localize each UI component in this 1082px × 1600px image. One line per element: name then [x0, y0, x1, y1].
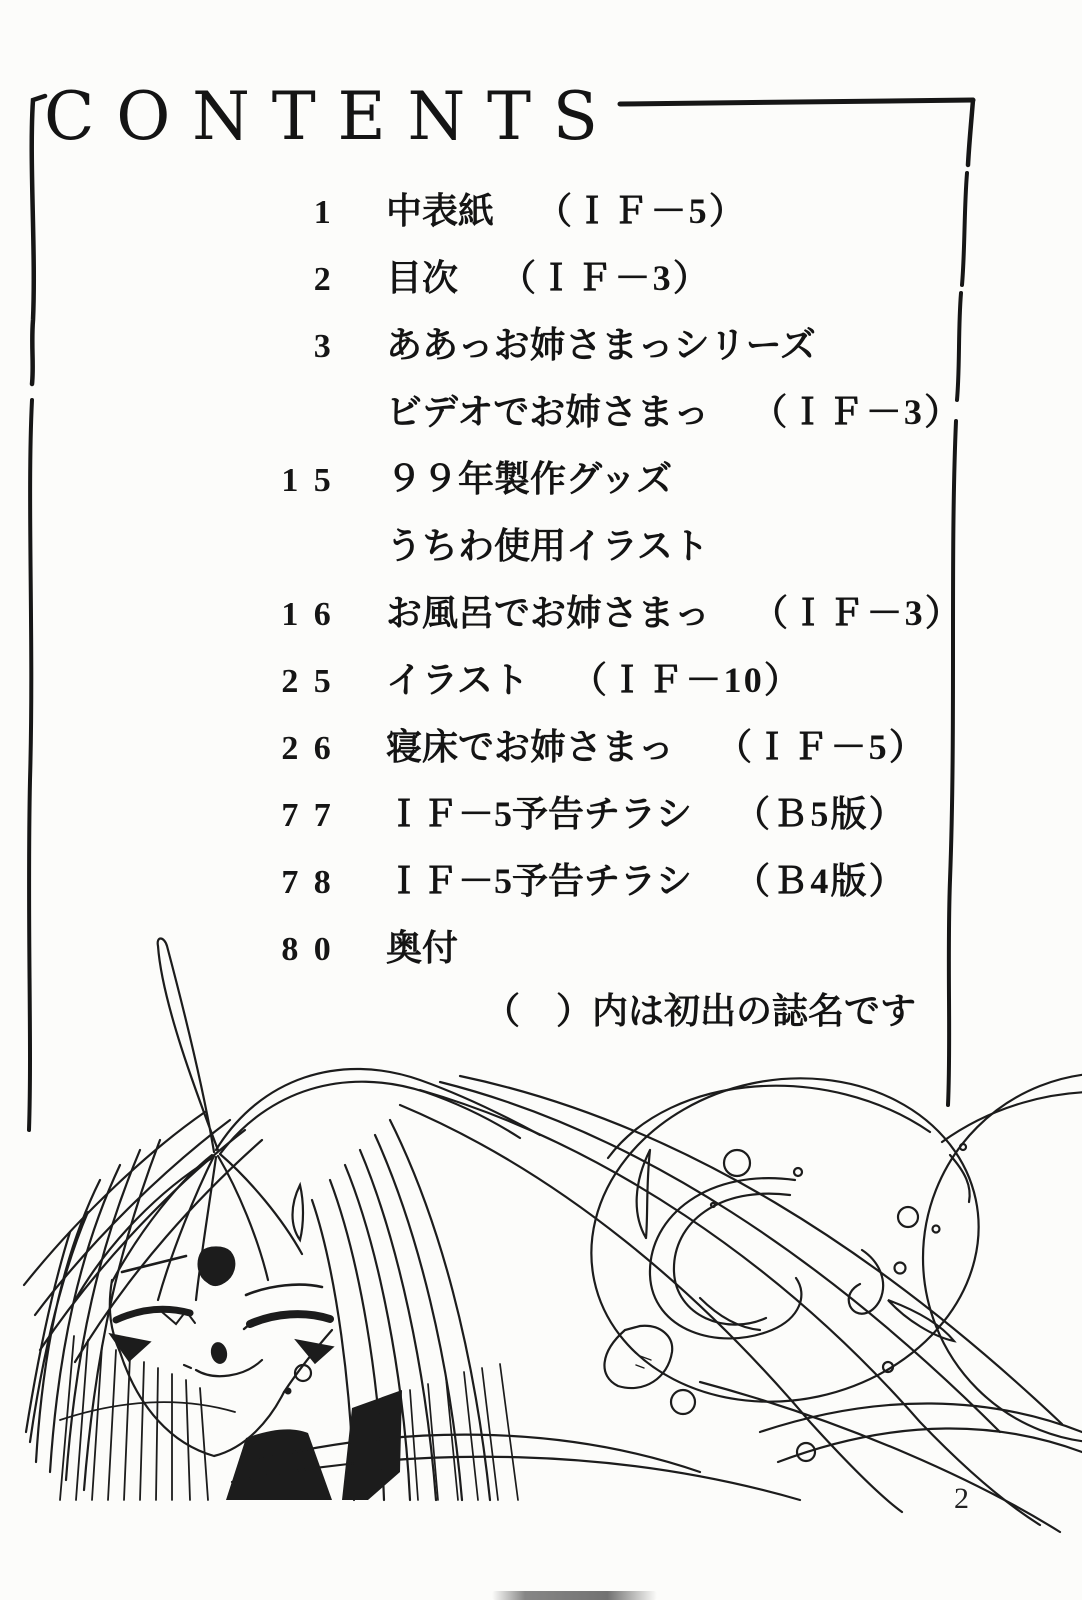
- toc-entry: [228, 513, 963, 580]
- toc-entry: [228, 379, 963, 446]
- entry-title: イラスト: [386, 660, 529, 700]
- entry-title: お風呂でお姉さまっ: [386, 593, 711, 633]
- page-title: CONTENTS: [44, 78, 620, 155]
- entry-page-number: 2: [313, 261, 346, 298]
- entry-page-number: 25: [281, 663, 346, 700]
- entry-source: （Ｂ4版）: [734, 861, 907, 901]
- entry-source: （ＩＦ－10）: [570, 660, 803, 700]
- entry-title: うちわ使用イラスト: [386, 526, 709, 566]
- entry-page-number: 78: [281, 864, 346, 901]
- toc-entry: [228, 312, 963, 379]
- toc-entry: [228, 848, 963, 915]
- toc-entry: [228, 781, 963, 848]
- page-number: 2: [954, 1482, 969, 1515]
- entry-page-number: 1: [313, 194, 346, 231]
- entry-title: 寝床でお姉さまっ: [386, 727, 675, 767]
- toc-entry: [228, 714, 963, 781]
- entry-page-number: 15: [281, 462, 346, 499]
- entry-title: ああっお姉さまっシリーズ: [386, 325, 816, 365]
- entry-page-number: 16: [281, 596, 346, 633]
- entry-title: ビデオでお姉さまっ: [386, 392, 710, 432]
- entry-title: ＩＦ－5予告チラシ: [386, 794, 693, 834]
- entry-source: （Ｂ5版）: [734, 794, 907, 834]
- entry-page-number: 80: [281, 931, 346, 968]
- entry-source: （ＩＦ－3）: [500, 258, 711, 298]
- entry-source: （ＩＦ－5）: [716, 727, 927, 767]
- entry-page-number: 26: [281, 730, 346, 767]
- toc-entry: [228, 245, 963, 312]
- footnote: （ ）内は初出の誌名です: [484, 991, 917, 1031]
- entry-title: 中表紙: [386, 191, 495, 231]
- entry-source: （ＩＦ－3）: [751, 392, 963, 432]
- toc-entry: [228, 915, 963, 982]
- toc-entry: [228, 647, 963, 714]
- entry-source: （ＩＦ－5）: [536, 191, 747, 231]
- entry-title: 奥付: [386, 928, 459, 968]
- toc-list: [228, 178, 963, 982]
- entry-page-number: 3: [313, 328, 346, 365]
- entry-title: 目次: [386, 258, 459, 298]
- toc-entry: [228, 446, 963, 513]
- entry-title: ９９年製作グッズ: [386, 459, 673, 499]
- entry-title: ＩＦ－5予告チラシ: [386, 861, 693, 901]
- entry-source: （ＩＦ－3）: [752, 593, 963, 633]
- toc-entry: [228, 178, 963, 245]
- scan-edge-artifact: [492, 1591, 657, 1600]
- entry-page-number: 77: [281, 797, 346, 834]
- toc-entry: [228, 580, 963, 647]
